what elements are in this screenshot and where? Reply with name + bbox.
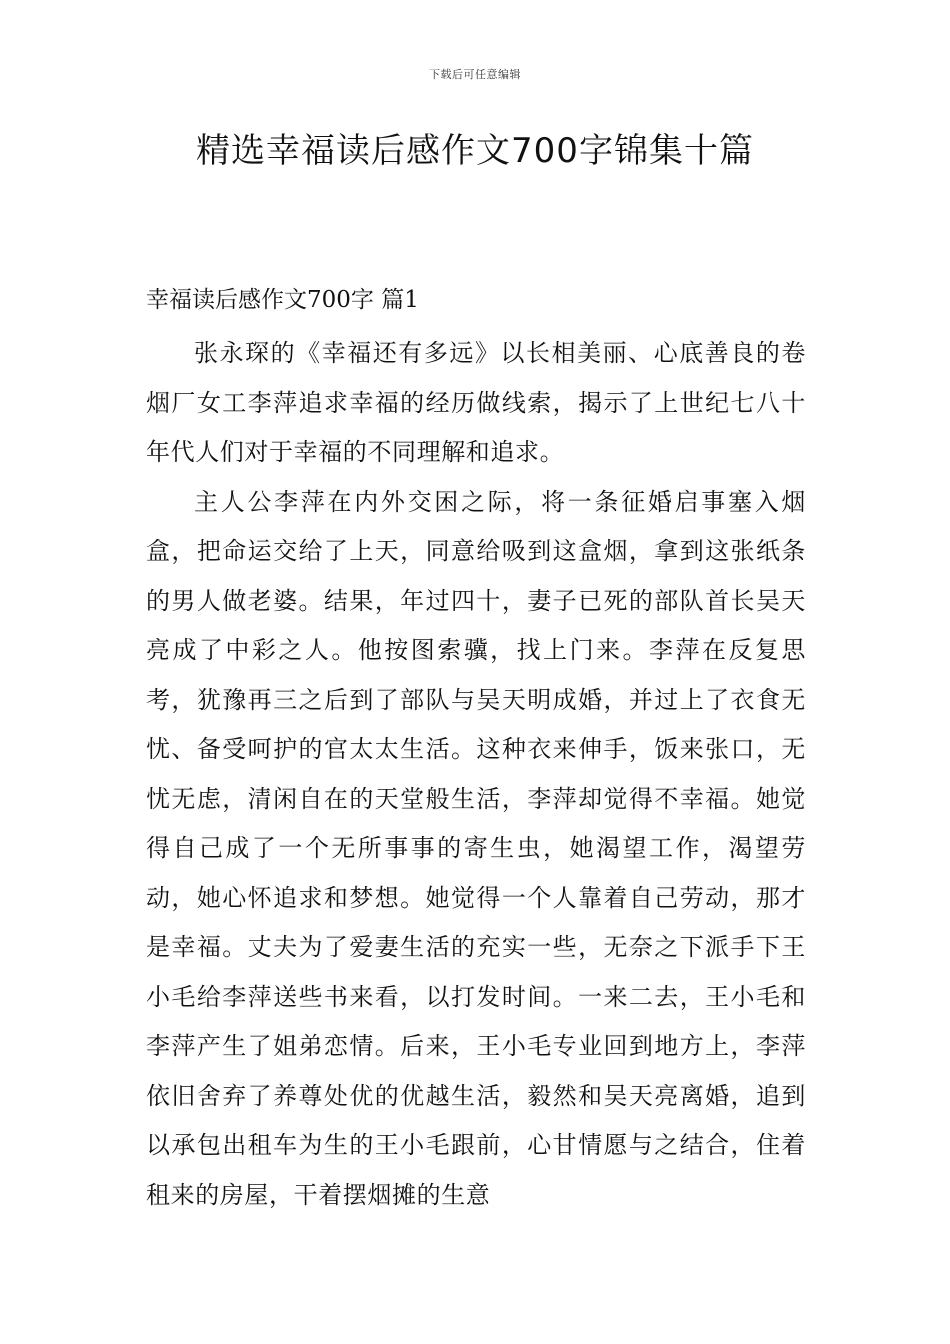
paragraph: 张永琛的《幸福还有多远》以长相美丽、心底善良的卷烟厂女工李萍追求幸福的经历做线索，揭示了上世纪七八十年代人们对于幸福的不同理解和追求。 (146, 339, 806, 466)
document-body (146, 280, 806, 1220)
paragraph: 主人公李萍在内外交困之际，将一条征婚启事塞入烟盒，把命运交给了上天，同意给吸到这盒烟，拿到这张纸条的男人做老婆。结果，年过四十，妻子已死的部队首长吴天亮成了中彩之人。他按图索骥，找上门来。李萍在反复思考，犹豫再三之后到了部队与吴天明成婚，并过上了衣食无忧、备受呵护的官太太生活。这种衣来伸手，饭来张口，无忧无虑，清闲自在的天堂般生活，李萍却觉得不幸福。她觉得自己成了一个无所事事的寄生虫，她渴望工作，渴望劳动，她心怀追求和梦想。她觉得一个人靠着自己劳动，那才是幸福。丈夫为了爱妻生活的充实一些，无奈之下派手下王小毛给李萍送些书来看，以打发时间。一来二去，王小毛和李萍产生了姐弟恋情。后来，王小毛专业回到地方上，李萍依旧舍弃了养尊处优的优越生活，毅然和吴天亮离婚，追到以承包出租车为生的王小毛跟前，心甘情愿与之结合，住着租来的房屋，干着摆烟摊的生意 (146, 487, 806, 1209)
header-note: 下载后可任意编辑 (429, 68, 521, 81)
document-title: 精选幸福读后感作文700字锦集十篇 (196, 131, 754, 171)
section-heading: 幸福读后感作文700字 篇1 (146, 287, 419, 313)
